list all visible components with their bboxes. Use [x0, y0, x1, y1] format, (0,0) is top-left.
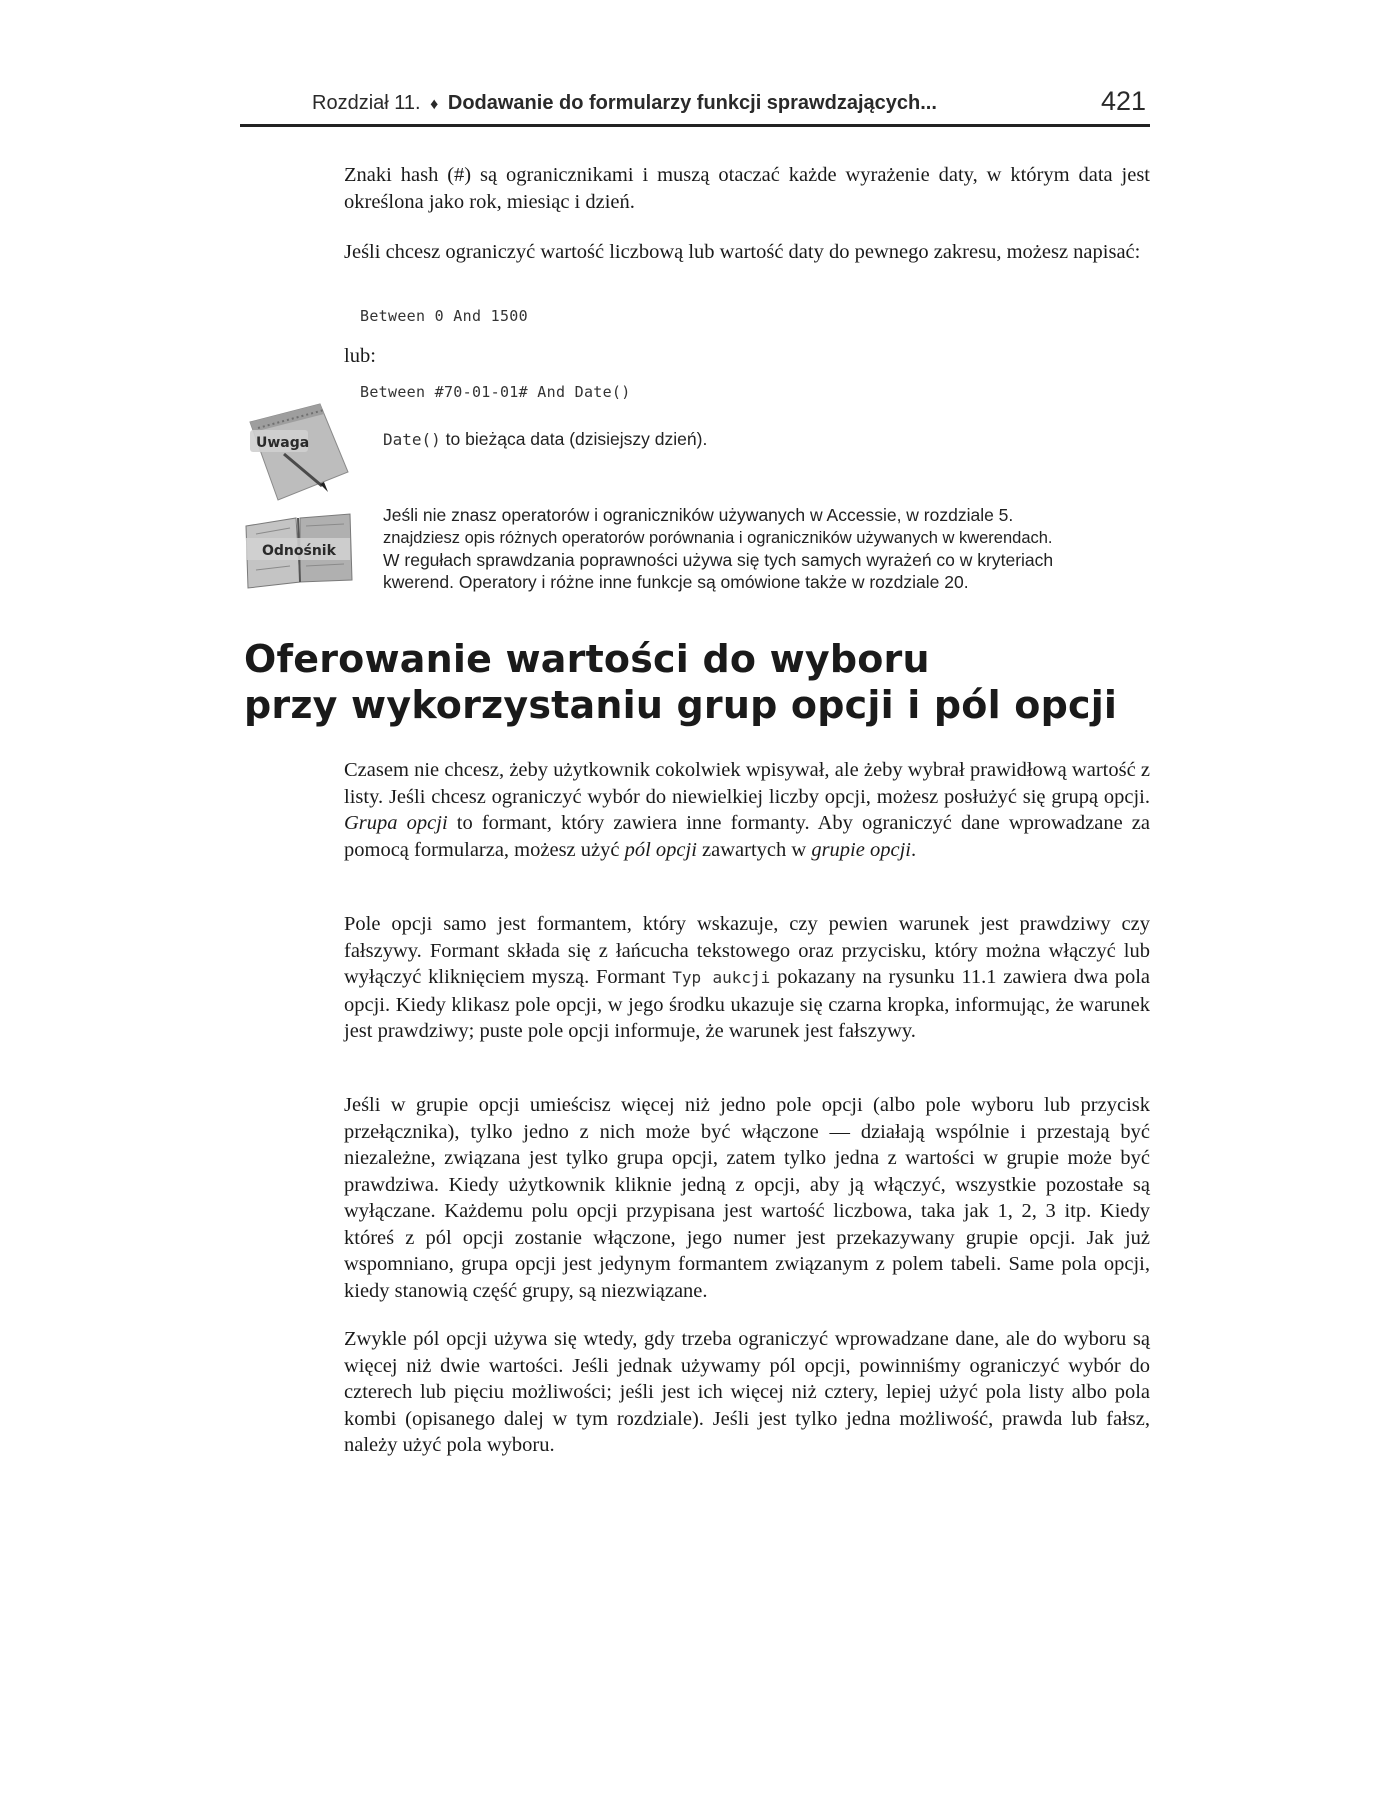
section-heading-line-2: przy wykorzystaniu grup opcji i pól opcji [244, 683, 1118, 727]
paragraph-multiple-options: Jeśli w grupie opcji umieścisz więcej niż jedno pole opcji (albo pole wyboru lub przycisk przełącznika), tylko jedno z nich może być włączone — działają wspólnie i przestają być niezależne, związana jest tylko grupa opcji, zatem tylko jedna z wartości w grupie może być prawdziwa. Kiedy użytkownik kliknie jedną z opcji, aby ją włączyć, wszystkie pozostałe są wyłączane. Każdemu polu opcji przypisana jest wartość liczbowa, taka jak 1, 2, 3 itp. Kiedy któreś z pól opcji zostanie włączone, jego numer jest przekazywany grupie opcji. Jak już wspomniano, grupa opcji jest jedynym formantem związanym z polem tabeli. Same pola opcji, kiedy stanowią część grupy, są niezwiązane. [344, 1094, 1150, 1302]
odnosnik-book-icon [244, 512, 354, 597]
odnosnik-line-1: Jeśli nie znasz operatorów i ograniczników używanych w Accessie, w rozdziale 5. [383, 505, 1014, 525]
p4-text-a: Pole opcji samo jest formantem, który wskazuje, czy pewien warunek jest prawdziwy czy fałszywy. Formant składa się z łańcucha tekstowego oraz przycisku, który można włączyć lub wyłączyć kliknięciem myszą. Formant [344, 913, 1150, 988]
uwaga-note-text [383, 428, 707, 451]
chapter-title [312, 92, 937, 115]
paragraph-range-limit: Jeśli chcesz ograniczyć wartość liczbową lub wartość daty do pewnego zakresu, możesz napisać: [344, 241, 1141, 263]
running-header [240, 86, 1150, 127]
paragraph-usage-advice: Zwykle pól opcji używa się wtedy, gdy trzeba ograniczyć wprowadzane dane, ale do wyboru są więcej niż dwie wartości. Jeśli jednak używamy pól opcji, powinniśmy ograniczyć wybór do czterech lub pięciu możliwości; jeśli jest ich więcej niż cztery, lepiej użyć pola listy albo pola kombi (opisanego dalej w tym rozdziale). Jeśli jest tylko jedna możliwość, prawda lub fałsz, należy użyć pola wyboru. [344, 1328, 1150, 1456]
p3-text-e: zawartych w [696, 838, 812, 861]
odnosnik-line-3: W regułach sprawdzania poprawności używa się tych samych wyrażeń co w kryteriach [383, 550, 1054, 570]
odnosnik-icon-label: Odnośnik [262, 543, 336, 559]
paragraph-lub: lub: [344, 345, 376, 367]
paragraph-option-field [344, 911, 1150, 1045]
p4-code-typ-aukcji: Typ aukcji [672, 968, 771, 987]
code-example-between-dates: Between #70-01-01# And Date() [360, 383, 631, 401]
diamond-bullet-icon: ♦ [430, 96, 439, 113]
odnosnik-line-4: kwerend. Operatory i różne inne funkcje są omówione także w rozdziale 20. [383, 572, 969, 592]
section-heading-line-1: Oferowanie wartości do wyboru [244, 637, 930, 681]
odnosnik-line-2: znajdziesz opis różnych operatorów porównania i ograniczników używanych w kwerendach. [383, 529, 1053, 547]
uwaga-code: Date() [383, 430, 441, 449]
p3-text-c: to formant, który zawiera inne formanty. Aby ograniczyć dane wprowadzane za pomocą formularza, możesz użyć [344, 812, 1150, 861]
uwaga-note-icon [244, 400, 354, 510]
paragraph-hash-delimiters: Znaki hash (#) są ogranicznikami i muszą otaczać każde wyrażenie daty, w którym data jest określona jako rok, miesiąc i dzień. [344, 164, 1150, 213]
chapter-heading: Dodawanie do formularzy funkcji sprawdzających... [447, 92, 937, 114]
p3-italic-pol-opcji: pól opcji [624, 838, 697, 861]
p4-text-b: pokazany na rysunku 11.1 zawiera dwa pola opcji. Kiedy klikasz pole opcji, w jego środku ukazuje się czarna kropka, informując, że warunek jest prawdziwy; puste pole opcji informuje, że warunek jest fałszywy. [344, 966, 1151, 1042]
p3-text-a: Czasem nie chcesz, żeby użytkownik cokolwiek wpisywał, ale żeby wybrał prawidłową wartość z listy. Jeśli chcesz ograniczyć wybór do niewielkiej liczby opcji, możesz posłużyć się grupą opcji. [344, 759, 1150, 808]
p3-text-g: . [910, 838, 917, 861]
paragraph-option-group-intro [344, 757, 1150, 863]
p3-italic-grupa-opcji: Grupa opcji [344, 812, 448, 834]
p3-italic-grupie-opcji: grupie opcji [811, 838, 911, 861]
code-example-between-numbers: Between 0 And 1500 [360, 307, 528, 325]
section-heading [244, 636, 1144, 728]
page-number: 421 [1100, 86, 1146, 116]
uwaga-text: to bieżąca data (dzisiejszy dzień). [440, 429, 708, 449]
chapter-number: Rozdział 11. [312, 92, 421, 114]
uwaga-icon-label: Uwaga [256, 435, 310, 451]
odnosnik-note-text [383, 504, 1053, 593]
